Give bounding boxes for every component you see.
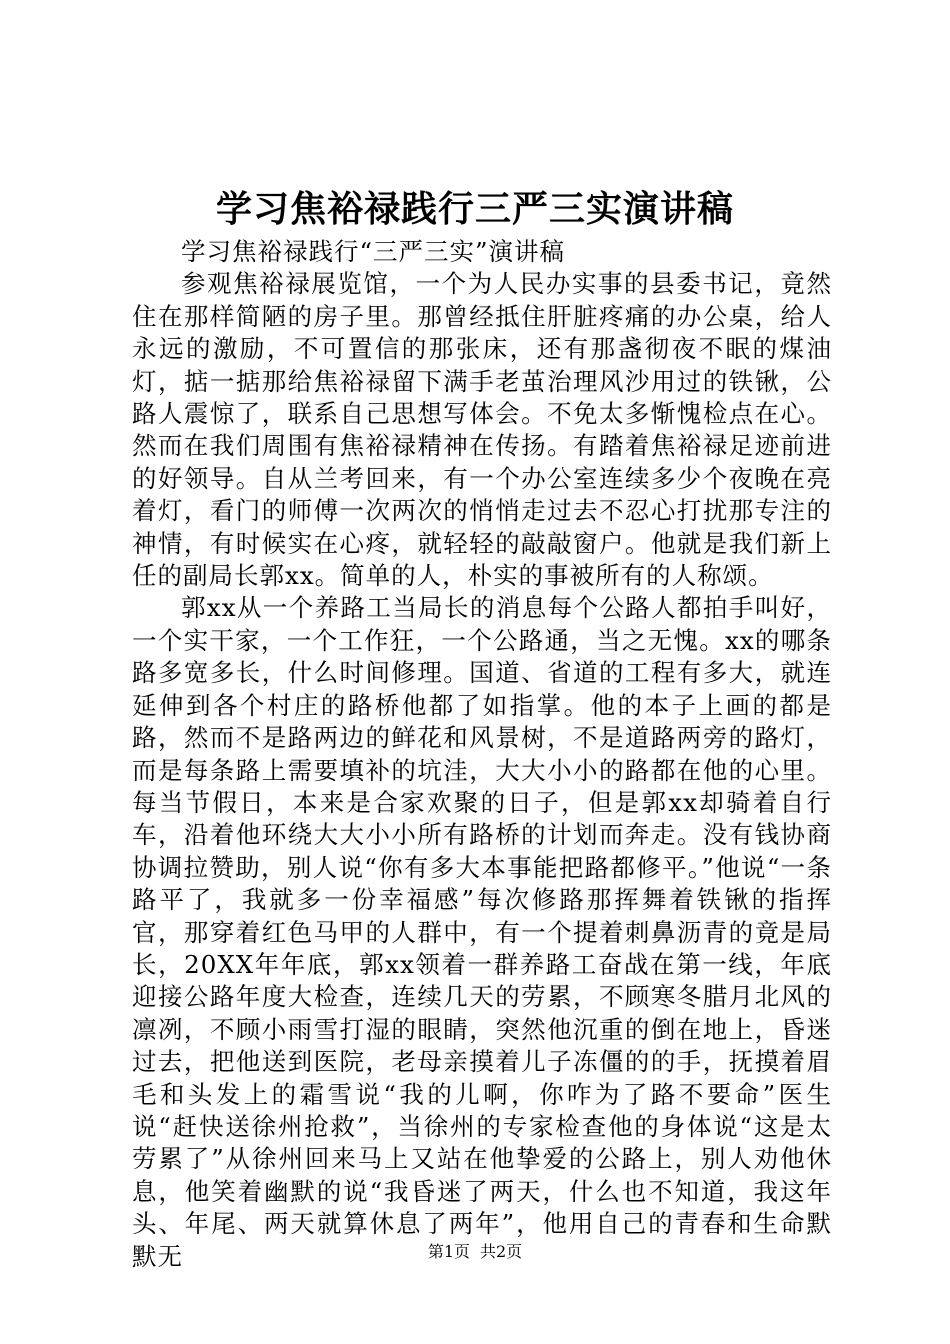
paragraph-guo: 郭xx从一个养路工当局长的消息每个公路人都拍手叫好，一个实干家，一个工作狂，一个公路通，当之无愧。xx的哪条路多宽多长，什么时间修理。国道、省道的工程有多大，就连延伸到各个村庄的路桥他都了如指掌。他的本子上画的都是路，然而不是路两边的鲜花和风景树，不是道路两旁的路灯，而是每条路上需要填补的坑洼，大大小小的路都在他的心里。每当节假日，本来是合家欢聚的日子，但是郭xx却骑着自行车，沿着他环绕大大小小所有路桥的计划而奔走。没有钱协商协调拉赞助，别人说“你有多大本事能把路都修平。”他说“一条路平了，我就多一份幸福感”每次修路那挥舞着铁锹的指挥官，那穿着红色马甲的人群中，有一个提着刺鼻沥青的竟是局长，20XX年年底，郭xx领着一群养路工奋战在第一线，年底迎接公路年度大检查，连续几天的劳累，不顾寒冬腊月北风的凛冽，不顾小雨雪打湿的眼睛，突然他沉重的倒在地上，昏迷过去，把他送到医院，老母亲摸着儿子冻僵的的手，抚摸着眉毛和头发上的霜雪说“我的儿啊，你咋为了路不要命”医生说“赶快送徐州抢救”，当徐州的专家检查他的身体说“这是太劳累了”从徐州回来马上又站在他挚爱的公路上，别人劝他休息，他笑着幽默的说“我昏迷了两天，什么也不知道，我这年头、年尾、两天就算休息了两年”，他用自己的青春和生命默默无 — [132, 593, 832, 1271]
page-footer — [0, 1240, 950, 1264]
document-body — [132, 236, 832, 1273]
paragraph-subtitle: 学习焦裕禄践行“三严三实”演讲稿 — [181, 237, 566, 266]
page-number: 第1页 — [427, 1242, 470, 1261]
document-title: 学习焦裕禄践行三严三实演讲稿 — [215, 188, 734, 230]
paragraph-visit: 参观焦裕禄展览馆，一个为人民办实事的县委书记，竟然住在那样简陋的房子里。那曾经抵住肝脏疼痛的办公桌，给人永远的激励，不可置信的那张床，还有那盏彻夜不眠的煤油灯，掂一掂那给焦裕禄留下满手老茧治理风沙用过的铁锹，公路人震惊了，联系自己思想写体会。不免太多惭愧检点在心。然而在我们周围有焦裕禄精神在传扬。有踏着焦裕禄足迹前进的好领导。自从兰考回来，有一个办公室连续多少个夜晚在亮着灯，看门的师傅一次两次的悄悄走过去不忍心打扰那专注的神情，有时候实在心疼，就轻轻的敲敲窗户。他就是我们新上任的副局长郭xx。简单的人，朴实的事被所有的人称颂。 — [132, 269, 832, 591]
page-total: 共2页 — [480, 1242, 523, 1261]
